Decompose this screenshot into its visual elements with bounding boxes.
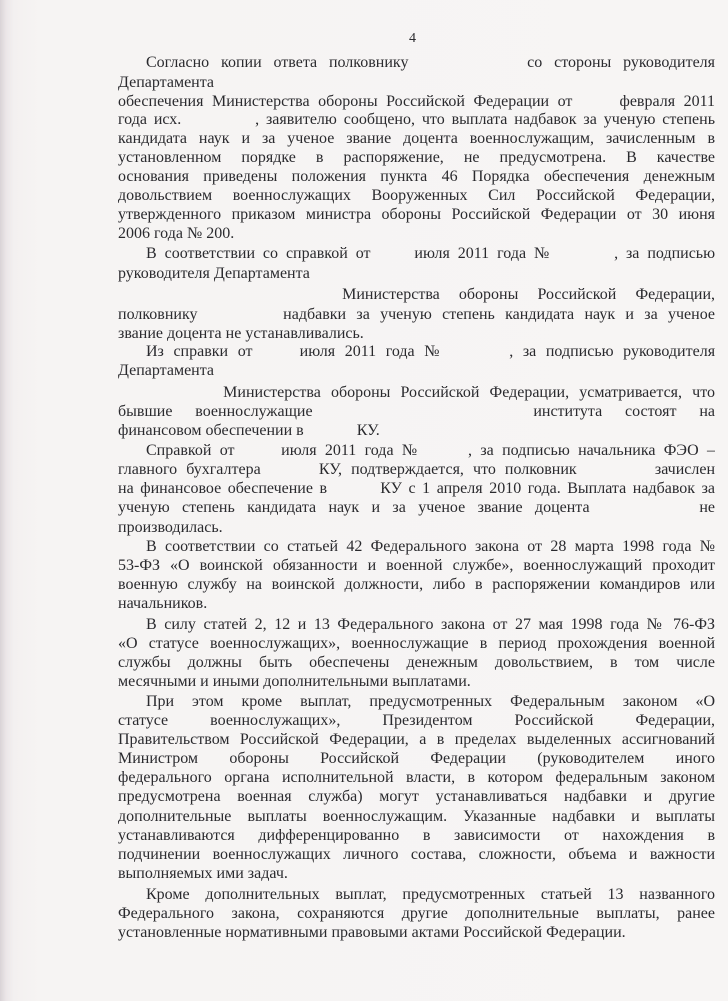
text-line — [118, 634, 715, 654]
text-segment: В соответствии со справкой от — [146, 245, 371, 262]
text-segment: обеспечения Министерства обороны Российской Федерации от — [118, 93, 573, 110]
text-line — [118, 324, 715, 344]
text-segment: Федерального закона, сохраняются другие дополнительные выплаты, ранее — [118, 905, 715, 922]
text-line — [118, 749, 715, 769]
text-segment: руководителя Департамента — [118, 265, 310, 282]
text-segment: В соответствии со статьей 42 Федерального закона от 28 марта 1998 года № — [146, 538, 715, 555]
text-segment: не — [699, 499, 715, 516]
text-line — [118, 402, 715, 422]
text-segment: Правительством Российской Федерации, а в пределах выделенных ассигнований — [118, 731, 715, 748]
text-segment: года исх. — [118, 111, 182, 128]
text-segment: , за подписью руководителя — [509, 343, 715, 360]
text-segment: устанавливаются дифференцированно в зависимости от нахождения в — [118, 827, 715, 844]
text-segment: , за подписью — [614, 245, 715, 262]
text-segment: Министерства обороны Российской Федерации, усматривается, что — [223, 384, 715, 401]
text-segment: Кроме дополнительных выплат, предусмотренных статьей 13 названного — [146, 886, 715, 903]
text-segment: главного бухгалтера — [118, 461, 261, 478]
text-line — [118, 518, 715, 538]
redacted-gap — [430, 444, 460, 458]
text-line — [118, 904, 715, 924]
text-segment: финансовом обеспечении в — [118, 422, 304, 439]
text-line — [146, 342, 715, 362]
text-segment: , заявителю сообщено, что выплата надбавок за ученую степень — [255, 111, 715, 128]
text-segment: «О статусе военнослужащих», военнослужащие в период прохождения военной — [118, 635, 715, 652]
text-line — [146, 53, 715, 73]
text-line — [118, 768, 715, 788]
redacted-gap — [602, 501, 687, 515]
text-line — [146, 885, 715, 905]
text-segment: Согласно копии ответа полковнику — [146, 54, 409, 71]
text-line — [118, 361, 715, 381]
text-line — [118, 305, 715, 325]
text-segment: КУ. — [356, 422, 380, 439]
text-segment: июля 2011 года № — [281, 442, 422, 459]
text-segment: Департамента — [118, 362, 215, 379]
text-line — [146, 537, 715, 557]
text-line — [118, 711, 715, 731]
text-line — [118, 479, 715, 499]
text-segment: института состоят на — [533, 403, 715, 420]
text-segment: июля 2011 года № — [414, 245, 554, 262]
text-line — [118, 186, 715, 206]
text-line — [118, 73, 715, 93]
text-line — [118, 730, 715, 750]
text-segment: февраля 2011 — [619, 93, 715, 110]
text-segment: установленном порядке в распоряжение, не предусмотрена. В качестве — [118, 149, 715, 166]
redacted-gap — [561, 247, 606, 261]
redacted-gap — [270, 463, 310, 477]
text-line — [146, 244, 715, 264]
text-line — [118, 92, 715, 112]
text-line — [118, 129, 715, 149]
text-line — [118, 148, 715, 168]
text-segment: При этом кроме выплат, предусмотренных Федеральным законом «О — [146, 693, 715, 710]
text-line — [118, 923, 715, 943]
text-line — [118, 167, 715, 187]
text-segment: Из справки от — [146, 343, 253, 360]
redacted-gap — [420, 56, 515, 70]
text-line — [118, 594, 715, 614]
text-segment: Министерства обороны Российской Федерации, — [342, 286, 715, 303]
text-segment: начальников. — [118, 595, 208, 612]
text-line — [118, 264, 715, 284]
text-segment: службы должны быть обеспечены денежным довольствием, в том числе — [118, 654, 715, 671]
text-line — [118, 826, 715, 846]
text-segment: надбавки за ученую степень кандидата наук и за ученое — [283, 306, 715, 323]
text-segment: месячными и иными дополнительными выплатами. — [118, 673, 471, 690]
text-segment: В силу статей 2, 12 и 13 Федерального закона от 27 мая 1998 года № 76-ФЗ — [146, 616, 715, 633]
text-segment: 2006 года № 200. — [118, 225, 235, 242]
text-line — [118, 205, 715, 225]
text-segment: ученую степень кандидата наук и за ученое звание доцента — [118, 499, 590, 516]
text-segment: , за подписью начальника ФЭО – — [468, 442, 715, 459]
text-line — [118, 653, 715, 673]
text-segment: предусмотрена военная служба) могут устанавливаться надбавки и другие — [118, 788, 715, 805]
text-line — [118, 672, 715, 692]
text-line — [118, 575, 715, 595]
redacted-gap — [118, 386, 213, 400]
text-segment: Министром обороны Российской Федерации (руководителем иного — [118, 750, 715, 767]
redacted-gap — [586, 463, 646, 477]
text-line — [118, 807, 715, 827]
text-line — [118, 383, 715, 403]
text-segment: довольствием военнослужащих Вооруженных Сил Российской Федерации, — [118, 187, 715, 204]
text-line — [118, 498, 715, 518]
text-line — [118, 110, 715, 130]
redacted-gap — [581, 95, 611, 109]
text-segment: КУ, подтверждается, что полковник — [318, 461, 577, 478]
text-line — [118, 864, 715, 884]
redacted-gap — [188, 113, 248, 127]
text-segment: июля 2011 года № — [299, 343, 446, 360]
redacted-gap — [118, 288, 323, 302]
text-segment: федерального органа исполнительной власти, в котором федеральным законом — [118, 769, 715, 786]
redacted-gap — [308, 424, 353, 438]
text-line — [118, 421, 715, 441]
redacted-gap — [243, 444, 273, 458]
text-segment: установленные нормативными правовыми актами Российской Федерации. — [118, 924, 626, 941]
text-segment: статусе военнослужащих», Президентом Российской Федерации, — [118, 712, 715, 729]
text-segment: на финансовое обеспечение в — [118, 480, 328, 497]
text-line — [118, 845, 715, 865]
text-segment: производилась. — [118, 519, 223, 536]
redacted-gap — [335, 405, 510, 419]
text-segment: КУ с 1 апреля 2010 года. Выплата надбавок за — [380, 480, 715, 497]
redacted-gap — [455, 345, 500, 359]
text-line — [118, 224, 715, 244]
text-segment: Департамента — [118, 74, 215, 91]
text-line — [146, 615, 715, 635]
text-segment: выполняемых ими задач. — [118, 865, 288, 882]
text-line — [118, 460, 715, 480]
text-segment: утвержденного приказом министра обороны Российской Федерации от 30 июня — [118, 206, 715, 223]
text-segment: основания приведены положения пункта 46 Порядка обеспечения денежным — [118, 168, 715, 185]
text-line — [118, 556, 715, 576]
page-number: 4 — [409, 31, 416, 46]
text-segment: дополнительные выплаты военнослужащим. Указанные надбавки и выплаты — [118, 808, 715, 825]
text-segment: звание доцента не устанавливались. — [118, 325, 364, 342]
text-line — [118, 285, 715, 305]
text-segment: зачислен — [654, 461, 715, 478]
text-segment: кандидата наук и за ученое звание доцента военнослужащим, зачисленным в — [118, 130, 715, 147]
text-line — [146, 692, 715, 712]
text-line — [146, 441, 715, 461]
text-segment: военную службу на воинской должности, либо в распоряжении командиров или — [118, 576, 715, 593]
redacted-gap — [378, 247, 406, 261]
text-line — [118, 787, 715, 807]
text-segment: бывшие военнослужащие — [118, 403, 313, 420]
redacted-gap — [262, 345, 290, 359]
text-segment: полковнику — [118, 306, 198, 323]
text-segment: Справкой от — [146, 442, 235, 459]
text-segment: со стороны руководителя — [527, 54, 715, 71]
redacted-gap — [208, 308, 273, 322]
text-segment: подчинении военнослужащих личного состава, сложности, объема и важности — [118, 846, 715, 863]
redacted-gap — [334, 482, 374, 496]
text-segment: 53-ФЗ «О воинской обязанности и военной службе», военнослужащий проходит — [118, 557, 715, 574]
